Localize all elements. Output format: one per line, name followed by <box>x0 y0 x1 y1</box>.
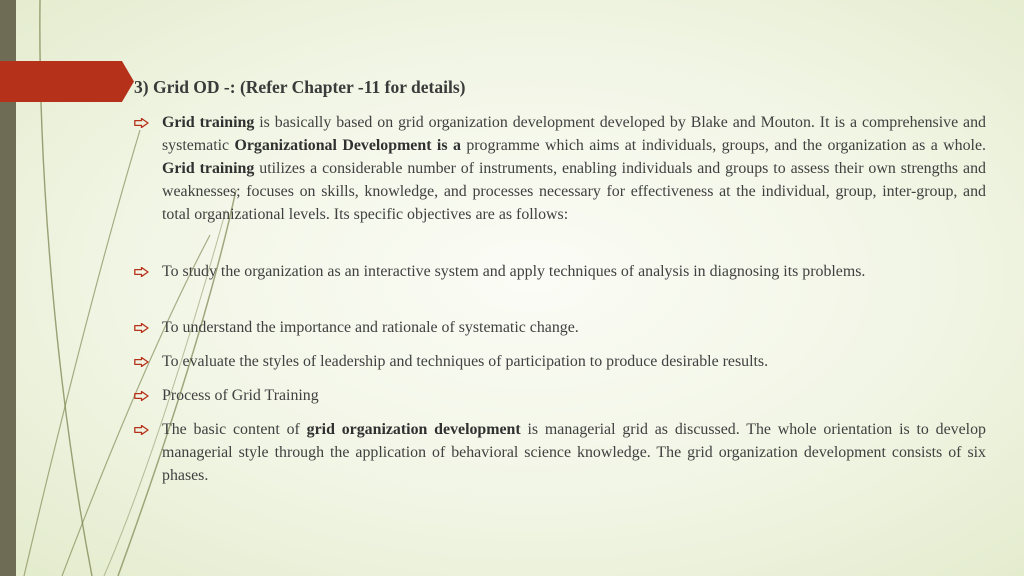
text-run: programme which aims at individuals, groups, and the organization as a whole. <box>460 137 986 154</box>
bold-text-run: Grid training <box>162 160 255 177</box>
bullet-item <box>134 316 986 339</box>
bullet-text <box>162 418 986 487</box>
bullet-text <box>162 111 986 226</box>
bullet-text <box>162 350 986 373</box>
bold-text-run: Grid training <box>162 114 255 131</box>
bold-text-run: grid organization development <box>306 421 521 438</box>
text-run: To understand the importance and rationale of systematic change. <box>162 319 579 336</box>
bullet-item <box>134 260 986 283</box>
bullet-text <box>162 384 986 407</box>
text-run: The basic content of <box>162 421 307 438</box>
bullet-text <box>162 260 986 283</box>
slide-heading: 3) Grid OD -: (Refer Chapter -11 for details) <box>134 77 466 97</box>
text-run: Process of Grid Training <box>162 387 319 404</box>
arrow-bullet-icon <box>134 418 162 441</box>
bullet-item <box>134 384 986 407</box>
arrow-bullet-icon <box>134 316 162 339</box>
bullet-item <box>134 111 986 226</box>
arrow-bullet-icon <box>134 260 162 283</box>
text-run: To evaluate the styles of leadership and techniques of participation to produce desirable results. <box>162 353 769 370</box>
arrow-bullet-icon <box>134 350 162 373</box>
arrow-bullet-icon <box>134 384 162 407</box>
arrow-bullet-icon <box>134 111 162 134</box>
text-run: utilizes a considerable number of instruments, enabling individuals and groups to assess their own strengths and weaknesses; focuses on skills, knowledge, and processes necessary for effectiveness at the individual, group, inter-group, and total organizational levels. Its specific objectives are as follows: <box>162 160 986 223</box>
bullet-item <box>134 350 986 373</box>
text-run: is managerial grid as discussed. The whole orientation is to develop managerial style through the application of behavioral science knowledge. The grid organization development consists of six phases. <box>162 421 986 484</box>
bullet-item <box>134 418 986 487</box>
text-run: To study the organization as an interactive system and apply techniques of analysis in diagnosing its problems. <box>162 263 866 280</box>
bullet-text <box>162 316 986 339</box>
text-run: is basically based on grid organization development developed by Blake and Mouton. It is a comprehensive and systematic <box>162 114 986 154</box>
bold-text-run: Organizational Development is a <box>234 137 461 154</box>
